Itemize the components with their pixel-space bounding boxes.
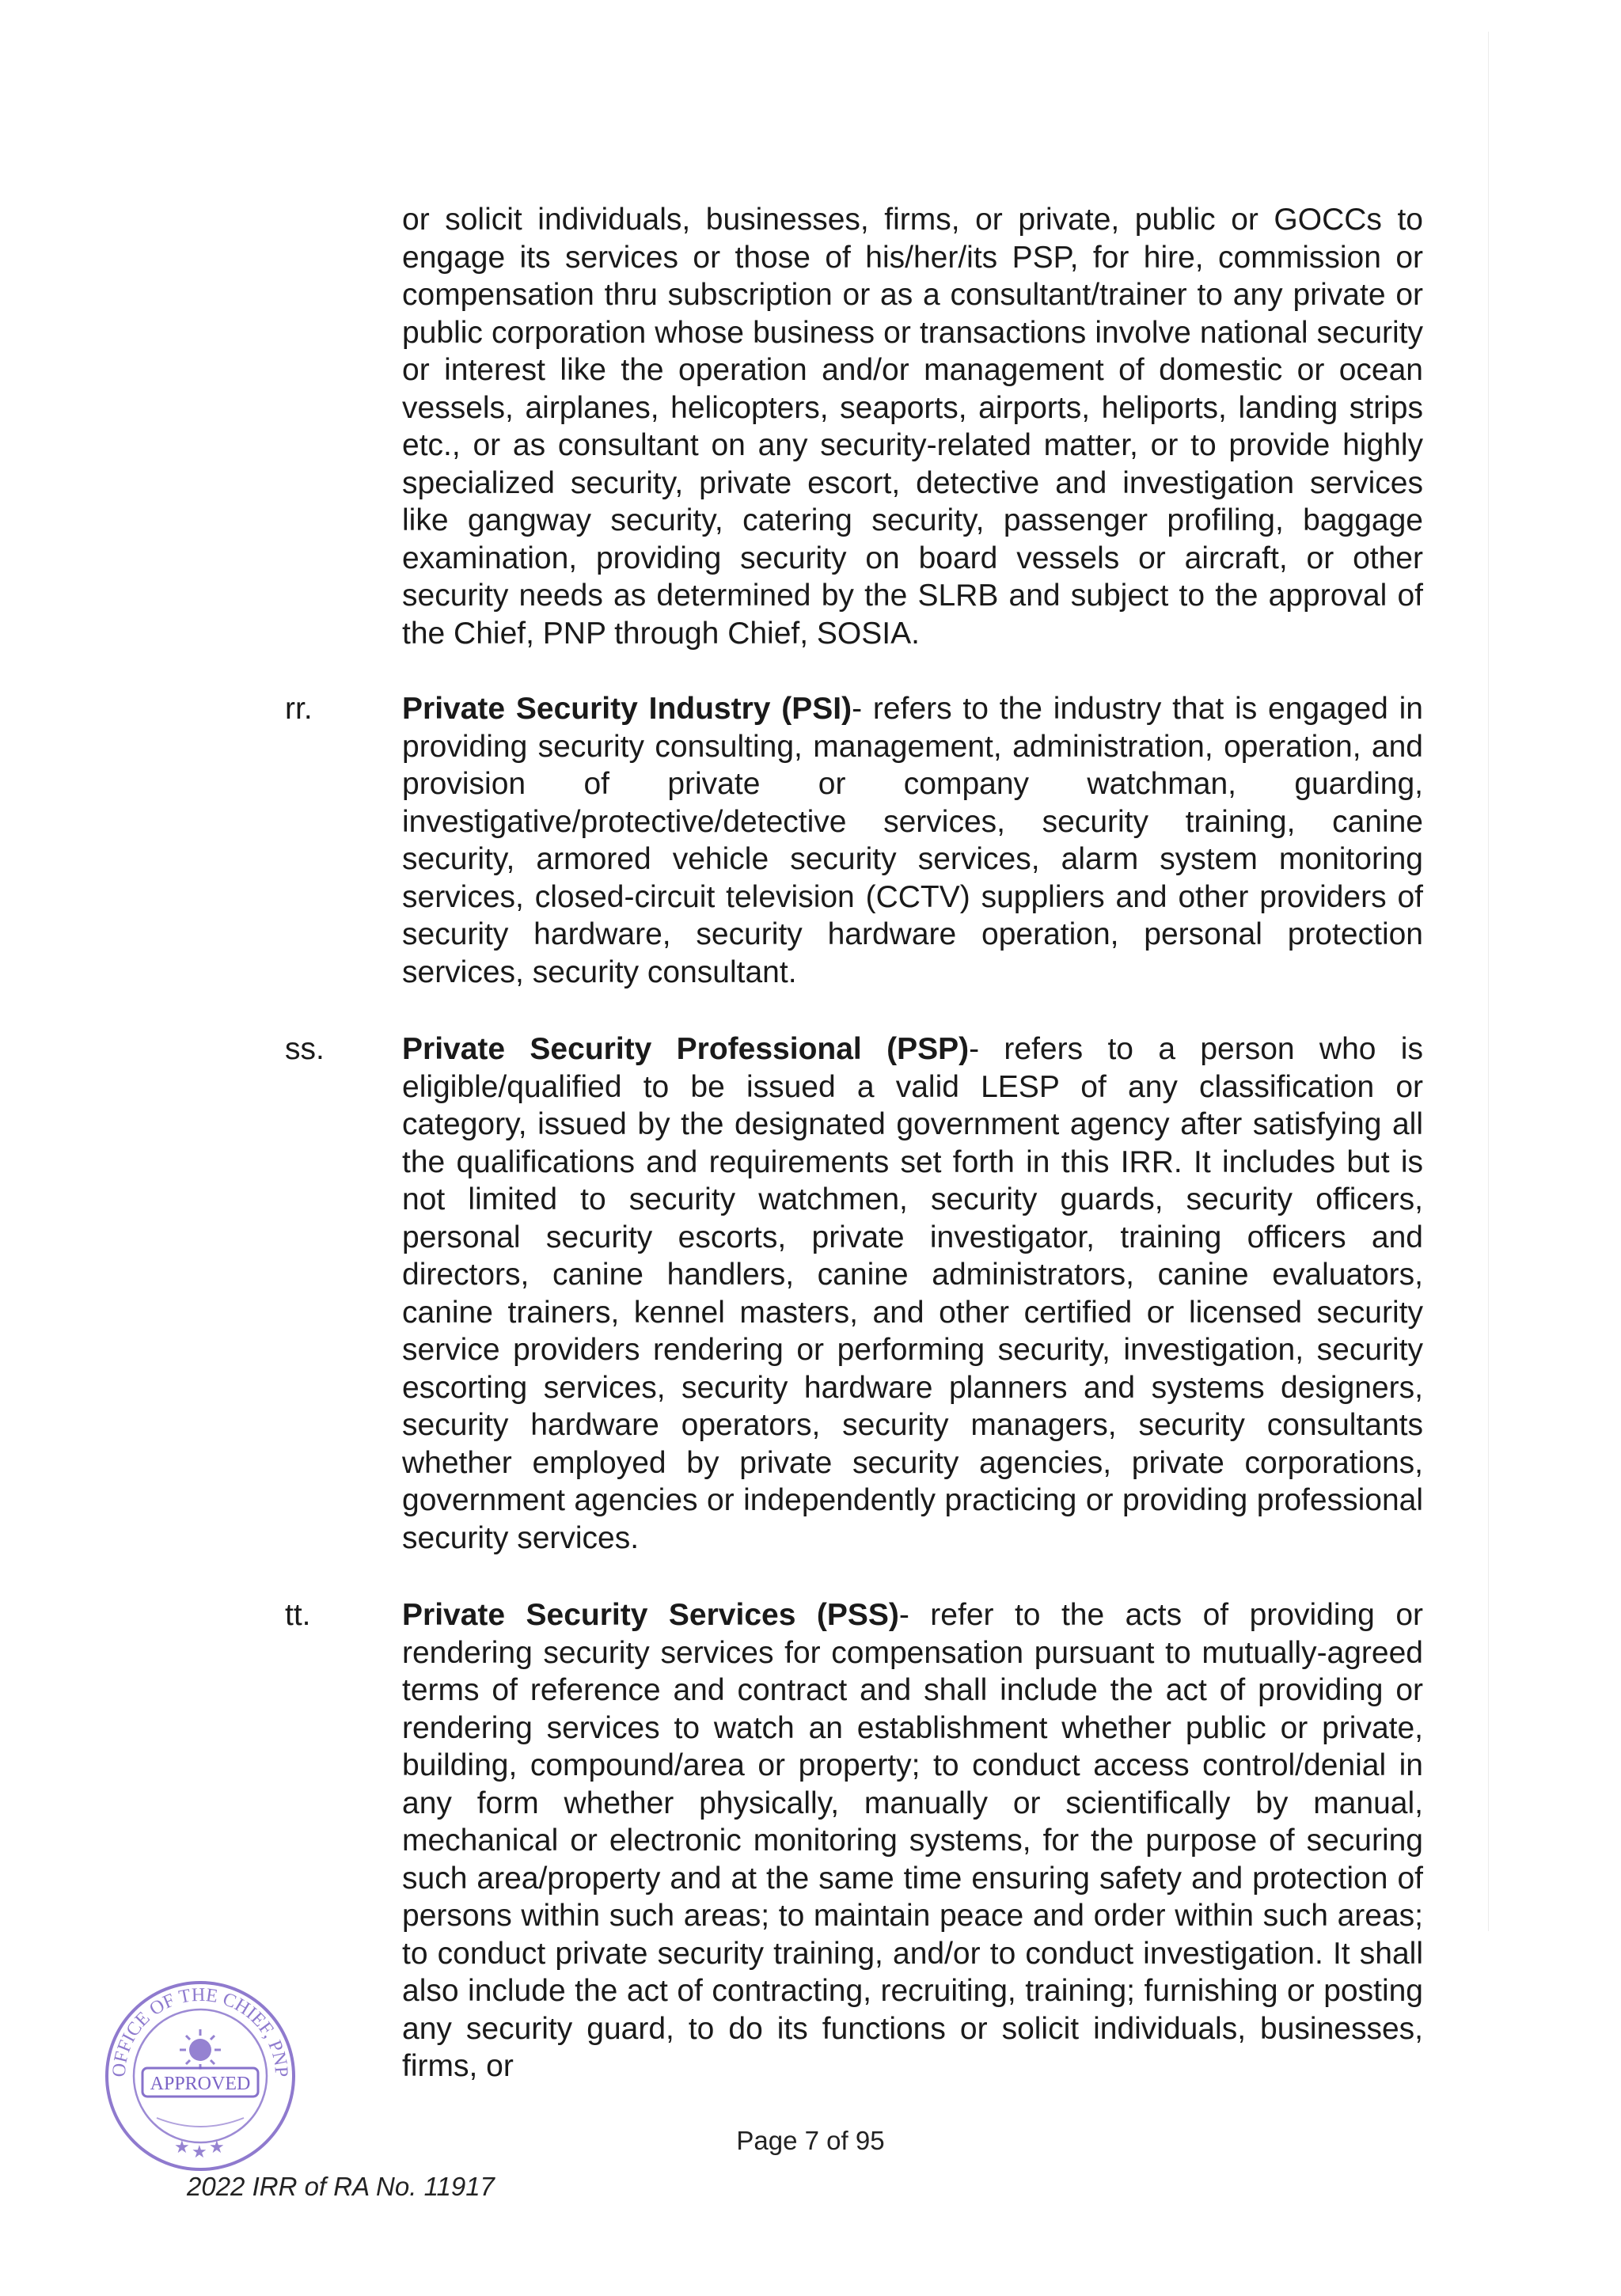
page-number: Page 7 of 95 xyxy=(736,2126,885,2155)
svg-text:★: ★ xyxy=(174,2138,190,2157)
definition-ss xyxy=(402,1030,1423,1557)
definition-term: Private Security Industry (PSI) xyxy=(402,692,852,726)
item-letter-rr: rr. xyxy=(285,692,313,726)
definition-term: Private Security Professional (PSP) xyxy=(402,1032,970,1066)
definition-text: - refer to the acts of providing or rendering security services for compensation pursuant to mutually-agreed terms of reference and contract and shall include the act of providing or rendering services to watch an establishment whether public or private, building, compound/area or property; to conduct access control/denial in any form whether physically, manually or scientifically by manual, mechanical or electronic monitoring systems, for the purpose of securing such area/property and at the same time ensuring safety and protection of persons within such areas; to maintain peace and order within such areas; to conduct private security training, and/or to conduct investigation. It shall also include the act of contracting, recruiting, training; furnishing or posting any security guard, to do its functions or solicit individuals, businesses, firms, or xyxy=(402,1598,1423,2083)
seal-top-text: OFFICE OF THE CHIEF, PNP xyxy=(108,1984,292,2078)
document-reference: 2022 IRR of RA No. 11917 xyxy=(187,2172,495,2201)
svg-text:★: ★ xyxy=(192,2142,207,2162)
seal-stamp-text: APPROVED xyxy=(150,2074,251,2094)
item-letter-tt: tt. xyxy=(285,1598,311,1632)
continuation-paragraph: or solicit individuals, businesses, firms, or private, public or GOCCs to engage its services or those of his/her/its PSP, for hire, commission or compensation thru subscription or as a consultant/trainer to any private or public corporation whose business or transactions involve national security or interest like the operation and/or management of domestic or ocean vessels, airplanes, helicopters, seaports, airports, heliports, landing strips etc., or as consultant on any security-related matter, or to provide highly specialized security, private escort, detective and investigation services like gangway security, catering security, passenger profiling, baggage examination, providing security on board vessels or aircraft, or other security needs as determined by the SLRB and subject to the approval of the Chief, PNP through Chief, SOSIA. xyxy=(402,203,1423,651)
sun-emblem-icon xyxy=(180,2029,221,2070)
definition-text: - refers to a person who is eligible/qualified to be issued a valid LESP of any classification or category, issued by the designated government agency after satisfying all the qualifications and requirements set forth in this IRR. It includes but is not limited to security watchmen, security guards, security officers, personal security escorts, private investigator, training officers and directors, canine handlers, canine administrators, canine evaluators, canine trainers, kennel masters, and other certified or licensed security service providers rendering or performing security, investigation, security escorting services, security hardware planners and systems designers, security hardware operators, security managers, security consultants whether employed by private security agencies, private corporations, government agencies or independently practicing or providing professional security services. xyxy=(402,1032,1423,1555)
definition-tt xyxy=(402,1596,1423,2085)
definition-text: - refers to the industry that is engaged in providing security consulting, management, administration, operation, and provision of private or company watchman, guarding, investigative/protective/detective services, security training, canine security, armored vehicle security services, alarm system monitoring services, closed-circuit television (CCTV) suppliers and other providers of security hardware, security hardware operation, personal protection services, security consultant. xyxy=(402,692,1424,989)
definition-rr xyxy=(402,690,1423,991)
definition-term: Private Security Services (PSS) xyxy=(402,1598,899,1632)
item-letter-ss: ss. xyxy=(285,1032,325,1066)
scan-edge-line xyxy=(1488,32,1489,1931)
svg-text:★: ★ xyxy=(209,2138,225,2157)
